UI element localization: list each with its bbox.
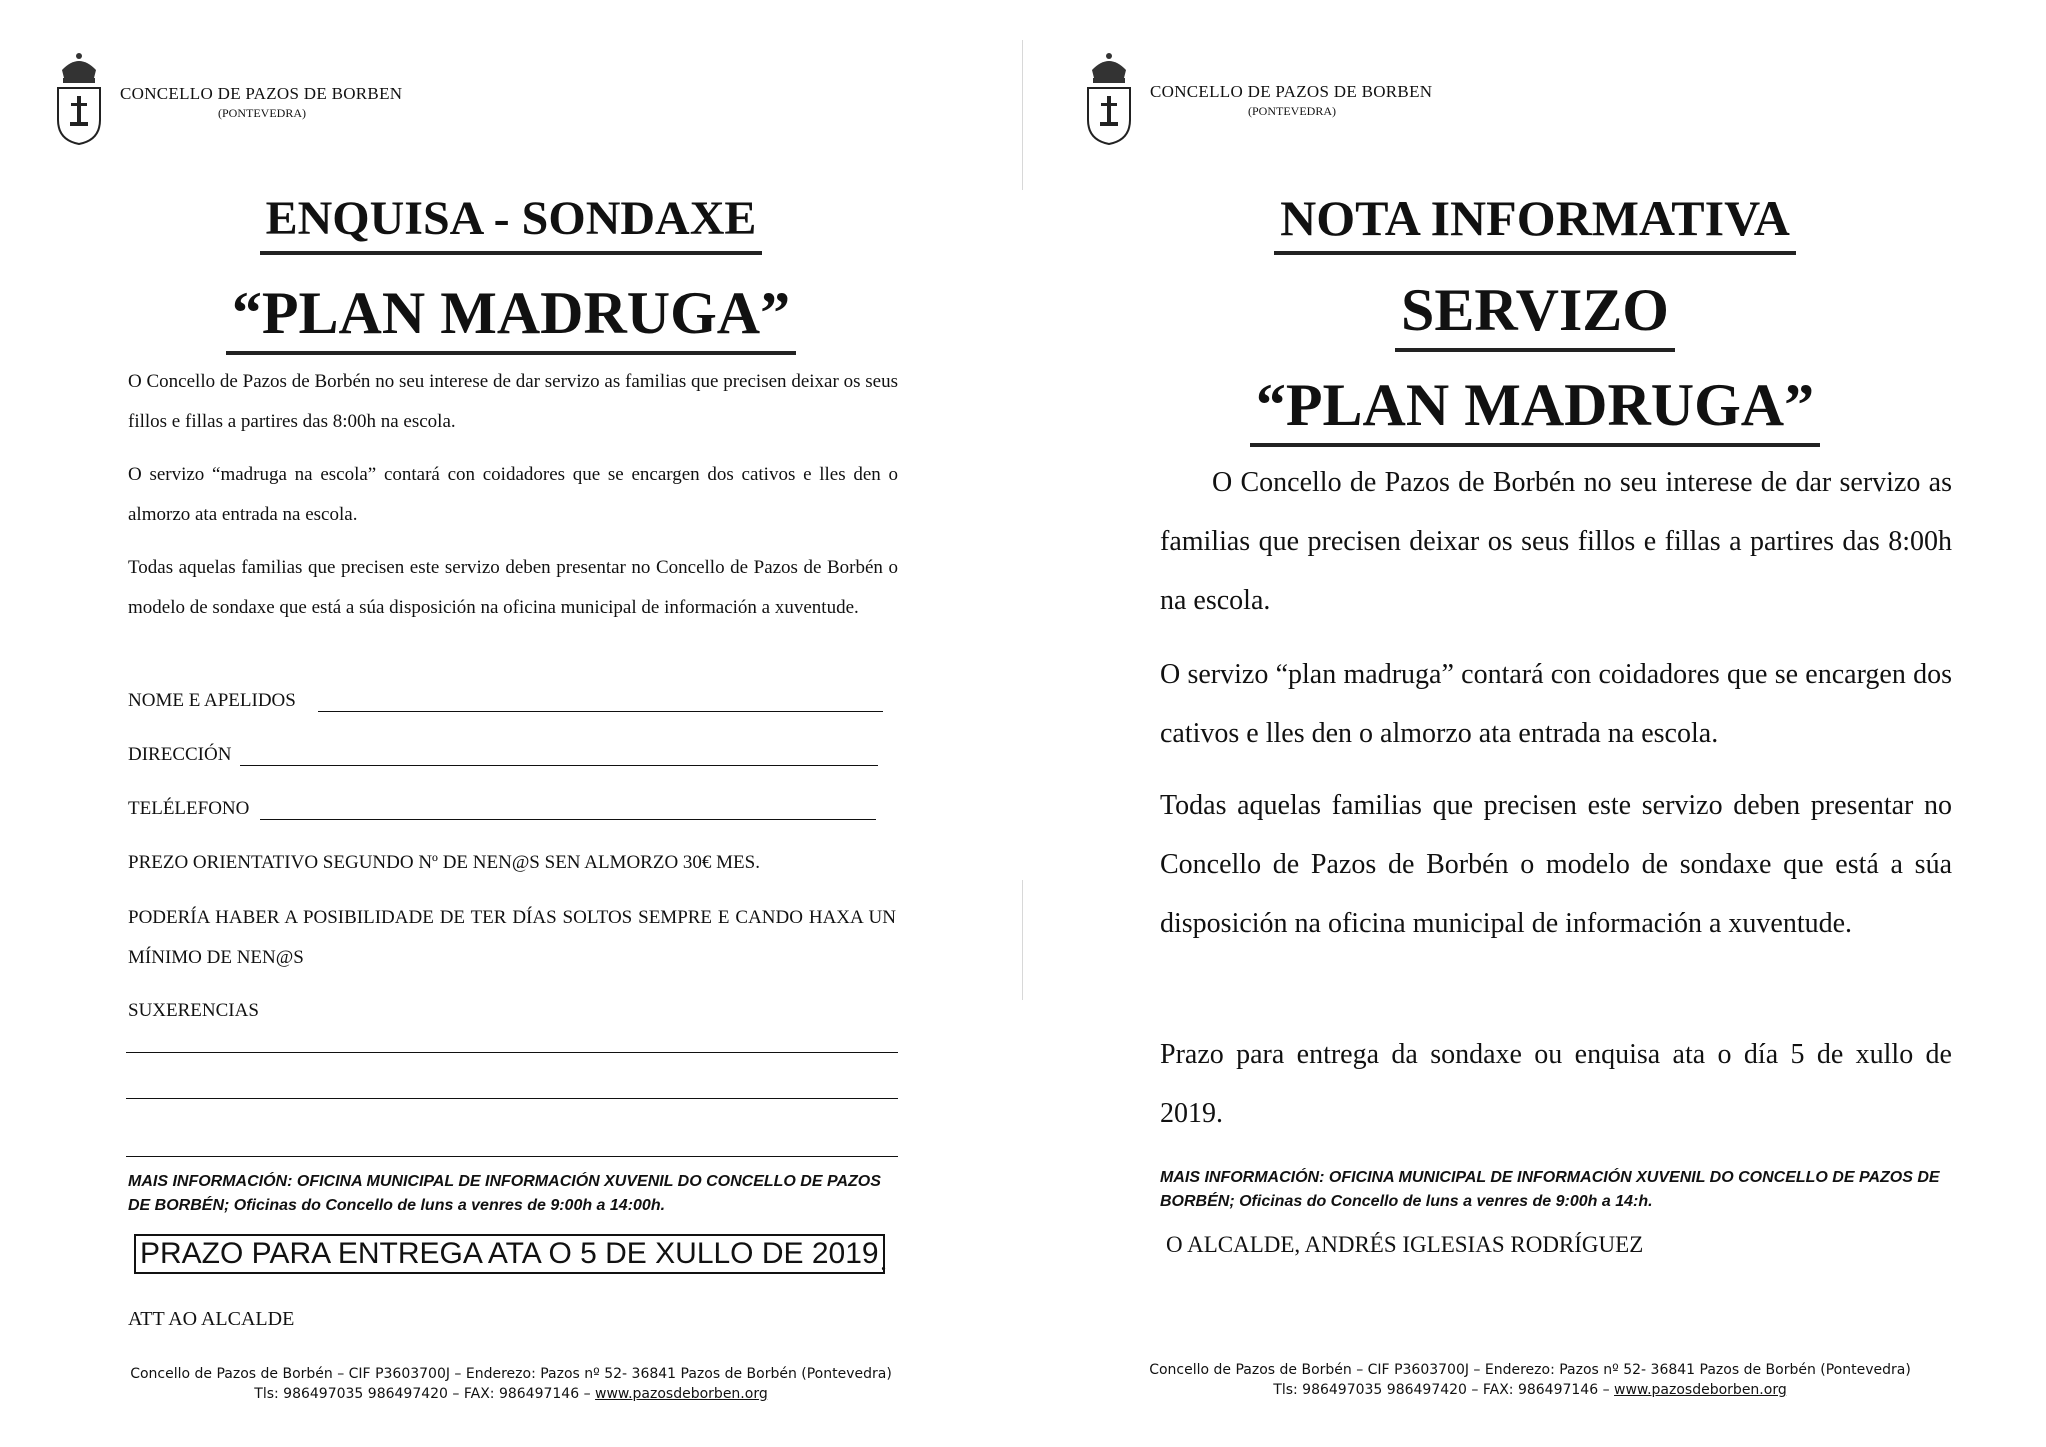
intro-paragraph: O Concello de Pazos de Borbén no seu interese de dar servizo as familias que precisen deixar os seus fillos e fillas a partires das 8:00h na escola. xyxy=(1160,467,1952,616)
address-field-line[interactable] xyxy=(240,765,878,766)
price-note: PREZO ORIENTATIVO SEGUNDO Nº DE NEN@S SEN ALMORZO 30€ MES. xyxy=(128,852,760,873)
families-paragraph: Todas aquelas familias que precisen este servizo deben presentar no Concello de Pazos de Borbén o modelo de sondaxe que está a súa disposición na oficina municipal de información a xuventude. xyxy=(1160,790,1952,939)
footer-address: Concello de Pazos de Borbén – CIF P3603700J – Enderezo: Pazos nº 52- 36841 Pazos de Borbén (Pontevedra) xyxy=(130,1366,892,1382)
footer-contacts: Tls: 986497035 986497420 – FAX: 986497146 – www.pazosdeborben.org xyxy=(254,1386,768,1402)
more-info-text: OFICINA MUNICIPAL DE INFORMACIÓN XUVENIL DO CONCELLO DE PAZOS DE BORBÉN; Oficinas do Concello de luns a venres de 9:00h a 14:h. xyxy=(1160,1169,1940,1210)
name-field-label: NOME E APELIDOS xyxy=(128,690,296,711)
deadline-period: . xyxy=(880,1246,887,1277)
suggestions-line-1[interactable] xyxy=(126,1052,898,1053)
page-footer xyxy=(0,1364,1022,1404)
website-link[interactable]: www.pazosdeborben.org xyxy=(1614,1382,1787,1398)
phone-field-label: TELÉLEFONO xyxy=(128,798,250,819)
organization-header xyxy=(120,84,402,121)
deadline-box: PRAZO PARA ENTREGA ATA O 5 DE XULLO DE 2019 xyxy=(134,1234,885,1274)
more-info-lead: MAIS INFORMACIÓN: xyxy=(1160,1169,1325,1186)
service-paragraph: O servizo “madruga na escola” contará con coidadores que se encargen dos cativos e lles den o almorzo ata entrada na escola. xyxy=(128,464,898,525)
municipal-crest-icon xyxy=(1082,48,1136,148)
plan-title: “PLAN MADRUGA” xyxy=(1024,375,2046,447)
notice-title: NOTA INFORMATIVA xyxy=(1024,193,2046,255)
organization-province: (PONTEVEDRA) xyxy=(218,106,306,120)
survey-title: ENQUISA - SONDAXE xyxy=(0,195,1022,255)
website-link[interactable]: www.pazosdeborben.org xyxy=(595,1386,768,1402)
footer-contacts: Tls: 986497035 986497420 – FAX: 986497146 – www.pazosdeborben.org xyxy=(1273,1382,1787,1398)
service-title: SERVIZO xyxy=(1024,280,2046,352)
page-footer xyxy=(1014,1360,2046,1400)
service-paragraph: O servizo “plan madruga” contará con coidadores que se encargen dos cativos e lles den o almorzo ata entrada na escola. xyxy=(1160,659,1952,749)
notice-page xyxy=(1024,0,2046,1447)
attention-line: ATT AO ALCALDE xyxy=(128,1308,295,1330)
more-info xyxy=(1160,1166,1960,1214)
municipal-crest-icon xyxy=(52,48,106,148)
suggestions-line-2[interactable] xyxy=(126,1098,898,1099)
survey-page xyxy=(0,0,1022,1447)
organization-name: CONCELLO DE PAZOS DE BORBEN xyxy=(120,84,403,103)
organization-header xyxy=(1150,82,1432,119)
name-field-line[interactable] xyxy=(318,711,883,712)
more-info-text: OFICINA MUNICIPAL DE INFORMACIÓN XUVENIL DO CONCELLO DE PAZOS DE BORBÉN; Oficinas do Concello de luns a venres de 9:00h a 14:00h. xyxy=(128,1173,881,1214)
suggestions-line-3[interactable] xyxy=(126,1156,898,1157)
plan-title: “PLAN MADRUGA” xyxy=(0,283,1022,355)
footer-address: Concello de Pazos de Borbén – CIF P3603700J – Enderezo: Pazos nº 52- 36841 Pazos de Borbén (Pontevedra) xyxy=(1149,1362,1911,1378)
page-fold-divider xyxy=(1022,880,1023,1000)
possibility-note: PODERÍA HABER A POSIBILIDADE DE TER DÍAS SOLTOS SEMPRE E CANDO HAXA UN MÍNIMO DE NEN@S xyxy=(128,907,896,968)
address-field-label: DIRECCIÓN xyxy=(128,744,232,765)
organization-name: CONCELLO DE PAZOS DE BORBEN xyxy=(1150,82,1433,101)
deadline-paragraph: Prazo para entrega da sondaxe ou enquisa ata o día 5 de xullo de 2019. xyxy=(1160,1039,1952,1129)
more-info-lead: MAIS INFORMACIÓN: xyxy=(128,1173,293,1190)
mayor-signoff: O ALCALDE, ANDRÉS IGLESIAS RODRÍGUEZ xyxy=(1166,1232,1644,1257)
organization-province: (PONTEVEDRA) xyxy=(1248,104,1336,118)
families-paragraph: Todas aquelas familias que precisen este servizo deben presentar no Concello de Pazos de Borbén o modelo de sondaxe que está a súa disposición na oficina municipal de información a xuventude. xyxy=(128,557,898,618)
suggestions-label: SUXERENCIAS xyxy=(128,1000,259,1021)
phone-field-line[interactable] xyxy=(260,819,876,820)
intro-paragraph: O Concello de Pazos de Borbén no seu interese de dar servizo as familias que precisen deixar os seus fillos e fillas a partires das 8:00h na escola. xyxy=(128,371,898,432)
more-info xyxy=(128,1170,904,1218)
page-fold-divider xyxy=(1022,40,1023,190)
